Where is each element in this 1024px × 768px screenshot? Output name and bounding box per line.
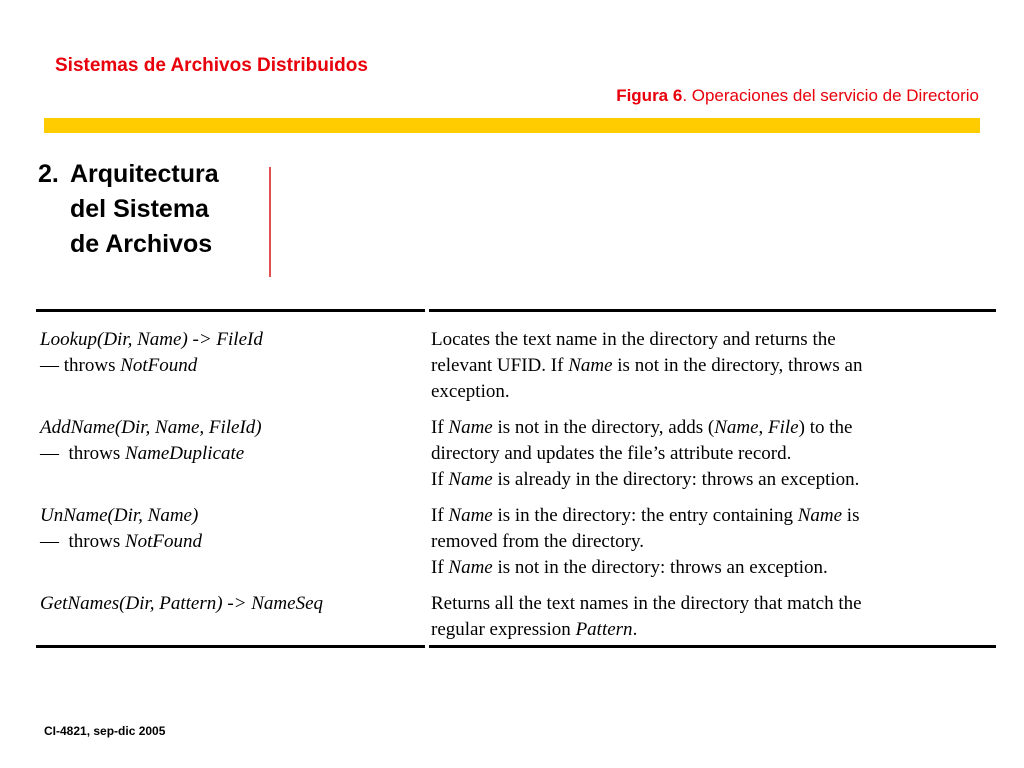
operation-signature: GetNames(Dir, Pattern) -> NameSeq [40, 593, 323, 614]
italic-term: Name [448, 417, 493, 438]
figure-label: Figura 6 [616, 86, 683, 105]
throws-prefix: — throws [40, 355, 121, 376]
table-row [40, 415, 990, 493]
footer-text: CI-4821, sep-dic 2005 [44, 724, 166, 738]
description-line [431, 353, 986, 379]
operation-signature-cell [40, 327, 431, 405]
table-top-rule-right [429, 309, 996, 312]
description-text: regular expression [431, 619, 576, 640]
description-text: is not in the directory, throws an [612, 355, 863, 376]
description-line [431, 467, 986, 493]
italic-term: Name [448, 469, 493, 490]
description-line [431, 379, 986, 405]
description-line [431, 415, 986, 441]
table-bottom-rule-right [429, 645, 996, 648]
operation-description [431, 503, 986, 581]
exception-name: NameDuplicate [124, 443, 245, 464]
description-text: is not in the directory: throws an exception. [492, 557, 828, 578]
description-text: directory and updates the file’s attribute record. [431, 443, 792, 464]
exception-name: NotFound [124, 531, 203, 552]
exception-name: NotFound [120, 355, 198, 376]
italic-term: Name [568, 355, 613, 376]
header-title: Sistemas de Archivos Distribuidos [55, 55, 368, 76]
table-bottom-rule-left [36, 645, 425, 648]
figure-caption [616, 86, 979, 106]
section-title-line-3: de Archivos [70, 230, 213, 258]
table-row [40, 327, 990, 405]
description-line [431, 327, 986, 353]
description-text: If [431, 469, 449, 490]
section-title-line-1 [38, 157, 219, 192]
operations-table [40, 327, 990, 653]
operation-signature-cell [40, 415, 431, 493]
throws-prefix: — throws [40, 531, 125, 552]
description-text: If [431, 557, 449, 578]
table-row [40, 591, 990, 643]
section-number: 2. [38, 160, 59, 188]
description-line [431, 441, 986, 467]
operation-signature: AddName(Dir, Name, FileId) [40, 417, 262, 438]
description-text: , [758, 417, 769, 438]
operation-description [431, 591, 986, 643]
description-line [431, 529, 986, 555]
description-text: If [431, 505, 449, 526]
description-text: . [632, 619, 638, 640]
section-line1: Arquitectura [70, 160, 219, 188]
operation-signature-cell [40, 591, 431, 643]
description-line [431, 555, 986, 581]
operation-throws [40, 441, 431, 467]
operation-signature-cell [40, 503, 431, 581]
description-text: Returns all the text names in the directory that match the [431, 593, 862, 614]
figure-text: . Operaciones del servicio de Directorio [682, 86, 979, 105]
italic-term: Name [797, 505, 843, 526]
italic-term: File [768, 417, 799, 438]
description-text: ) to the [798, 417, 853, 438]
italic-term: Name [714, 417, 759, 438]
description-text: If [431, 417, 449, 438]
description-text: is [842, 505, 860, 526]
description-text: Locates the text name in the directory and returns the [431, 329, 836, 350]
description-text: is not in the directory, adds ( [492, 417, 715, 438]
throws-prefix: — throws [40, 443, 125, 464]
vertical-divider [269, 167, 271, 277]
table-row [40, 503, 990, 581]
section-title-line-2: del Sistema [70, 195, 209, 223]
section-title [38, 157, 219, 262]
description-text: relevant UFID. If [431, 355, 569, 376]
description-text: is already in the directory: throws an exception. [492, 469, 860, 490]
description-line [431, 617, 986, 643]
italic-term: Name [448, 505, 493, 526]
italic-term: Pattern [575, 619, 633, 640]
table-top-rule-left [36, 309, 425, 312]
operation-description [431, 327, 986, 405]
header-bar [44, 118, 980, 133]
description-text: removed from the directory. [431, 531, 644, 552]
description-line [431, 503, 986, 529]
description-text: is in the directory: the entry containing [492, 505, 798, 526]
description-line [431, 591, 986, 617]
operation-description [431, 415, 986, 493]
italic-term: Name [448, 557, 493, 578]
operation-throws [40, 353, 431, 379]
operation-signature: UnName(Dir, Name) [40, 505, 199, 526]
description-text: exception. [431, 381, 510, 402]
operation-signature: Lookup(Dir, Name) -> FileId [40, 329, 263, 350]
operation-throws [40, 529, 431, 555]
